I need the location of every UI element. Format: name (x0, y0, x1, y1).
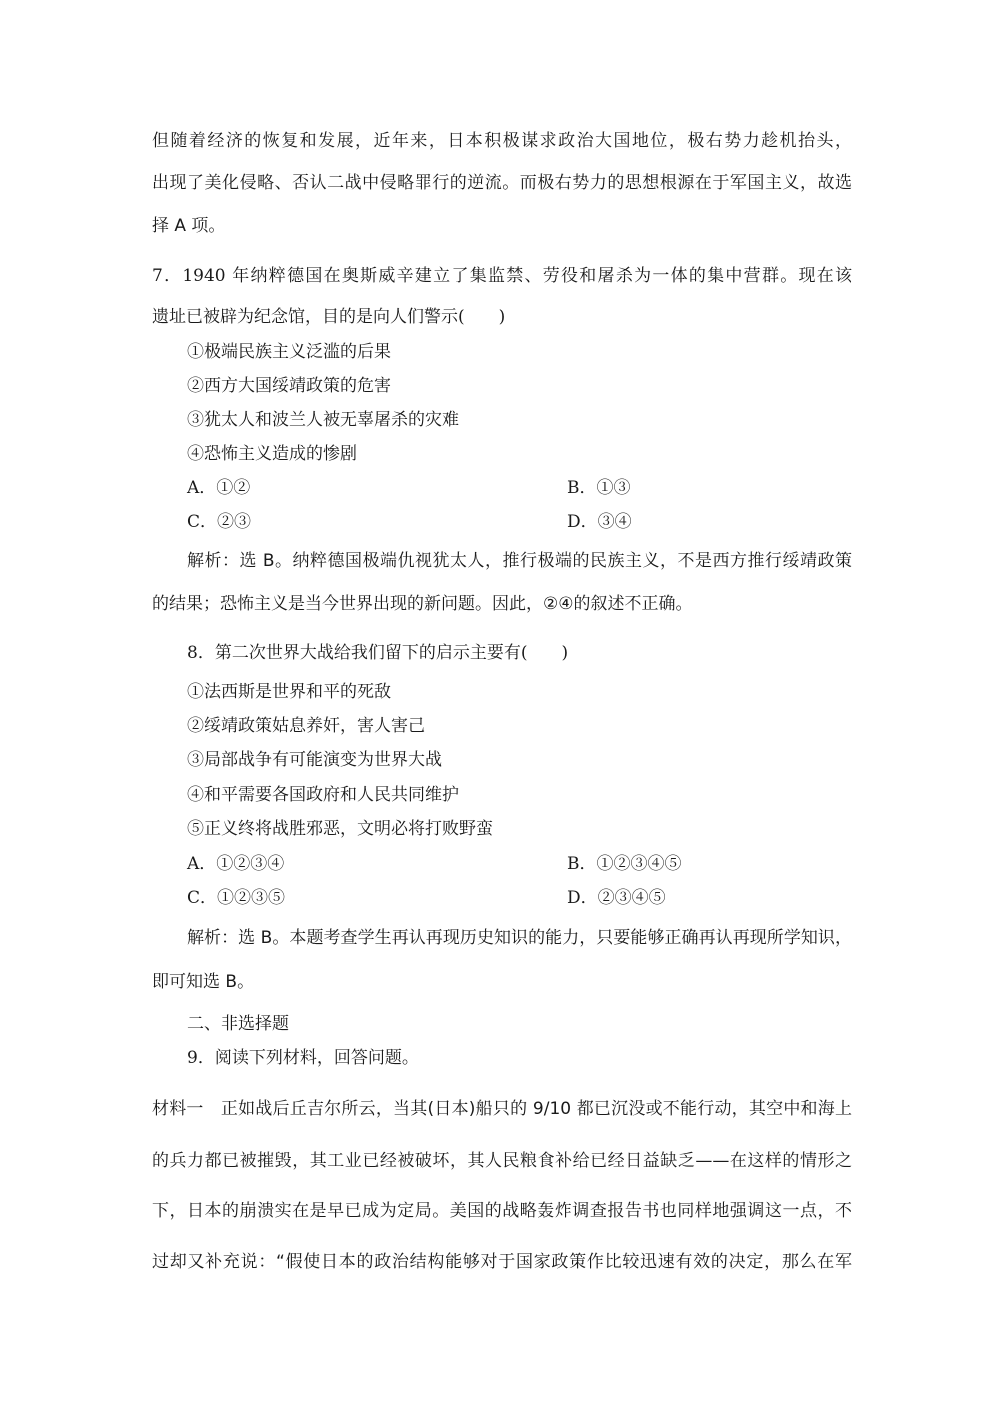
q8-stem: 8．第二次世界大战给我们留下的启示主要有( ) (187, 643, 569, 663)
q7-option-d: D．③④ (567, 512, 632, 532)
q7-item-2: ②西方大国绥靖政策的危害 (187, 376, 391, 396)
q7-explanation-line-2: 的结果；恐怖主义是当今世界出现的新问题。因此，②④的叙述不正确。 (152, 594, 693, 614)
q8-option-b: B．①②③④⑤ (567, 854, 682, 874)
q8-explanation-line-1: 解析：选 B。本题考查学生再认再现历史知识的能力，只要能够正确再认再现所学知识， (187, 928, 852, 948)
q8-item-3: ③局部战争有可能演变为世界大战 (187, 750, 442, 770)
prev-explanation-line-2: 出现了美化侵略、否认二战中侵略罪行的逆流。而极右势力的思想根源在于军国主义，故选 (152, 173, 852, 193)
q9-material-line-1: 材料一 正如战后丘吉尔所云，当其(日本)船只的 9/10 都已沉没或不能行动，其空中和海上 (152, 1099, 852, 1119)
q8-item-5: ⑤正义终将战胜邪恶，文明必将打败野蛮 (187, 819, 493, 839)
section-title: 二、非选择题 (187, 1014, 289, 1034)
prev-explanation-line-3: 择 A 项。 (152, 216, 226, 236)
q7-stem-line-1: 7．1940 年纳粹德国在奥斯威辛建立了集监禁、劳役和屠杀为一体的集中营群。现在该 (152, 266, 852, 286)
q9-material-line-4: 过却又补充说：“假使日本的政治结构能够对于国家政策作比较迅速有效的决定，那么在军 (152, 1252, 852, 1272)
q7-item-4: ④恐怖主义造成的惨剧 (187, 444, 357, 464)
q8-option-d: D．②③④⑤ (567, 888, 666, 908)
q8-item-4: ④和平需要各国政府和人民共同维护 (187, 785, 459, 805)
prev-explanation-line-1: 但随着经济的恢复和发展，近年来，日本积极谋求政治大国地位，极右势力趁机抬头， (152, 131, 852, 151)
q7-item-3: ③犹太人和波兰人被无辜屠杀的灾难 (187, 410, 459, 430)
q8-item-2: ②绥靖政策姑息养奸，害人害己 (187, 716, 425, 736)
q9-material-line-2: 的兵力都已被摧毁，其工业已经被破坏，其人民粮食补给已经日益缺乏——在这样的情形之 (152, 1151, 852, 1171)
q8-explanation-line-2: 即可知选 B。 (152, 972, 255, 992)
q7-option-a: A．①② (187, 478, 251, 498)
q8-option-a: A．①②③④ (187, 854, 285, 874)
q7-option-c: C．②③ (187, 512, 252, 532)
q9-material-line-3: 下，日本的崩溃实在是早已成为定局。美国的战略轰炸调查报告书也同样地强调这一点，不 (152, 1201, 852, 1221)
q7-item-1: ①极端民族主义泛滥的后果 (187, 342, 391, 362)
q7-explanation-line-1: 解析：选 B。纳粹德国极端仇视犹太人，推行极端的民族主义，不是西方推行绥靖政策 (187, 551, 852, 571)
q7-stem-line-2: 遗址已被辟为纪念馆，目的是向人们警示( ) (152, 307, 506, 327)
q7-option-b: B．①③ (567, 478, 631, 498)
q9-stem: 9．阅读下列材料，回答问题。 (187, 1048, 419, 1068)
q8-option-c: C．①②③⑤ (187, 888, 286, 908)
q8-item-1: ①法西斯是世界和平的死敌 (187, 682, 391, 702)
